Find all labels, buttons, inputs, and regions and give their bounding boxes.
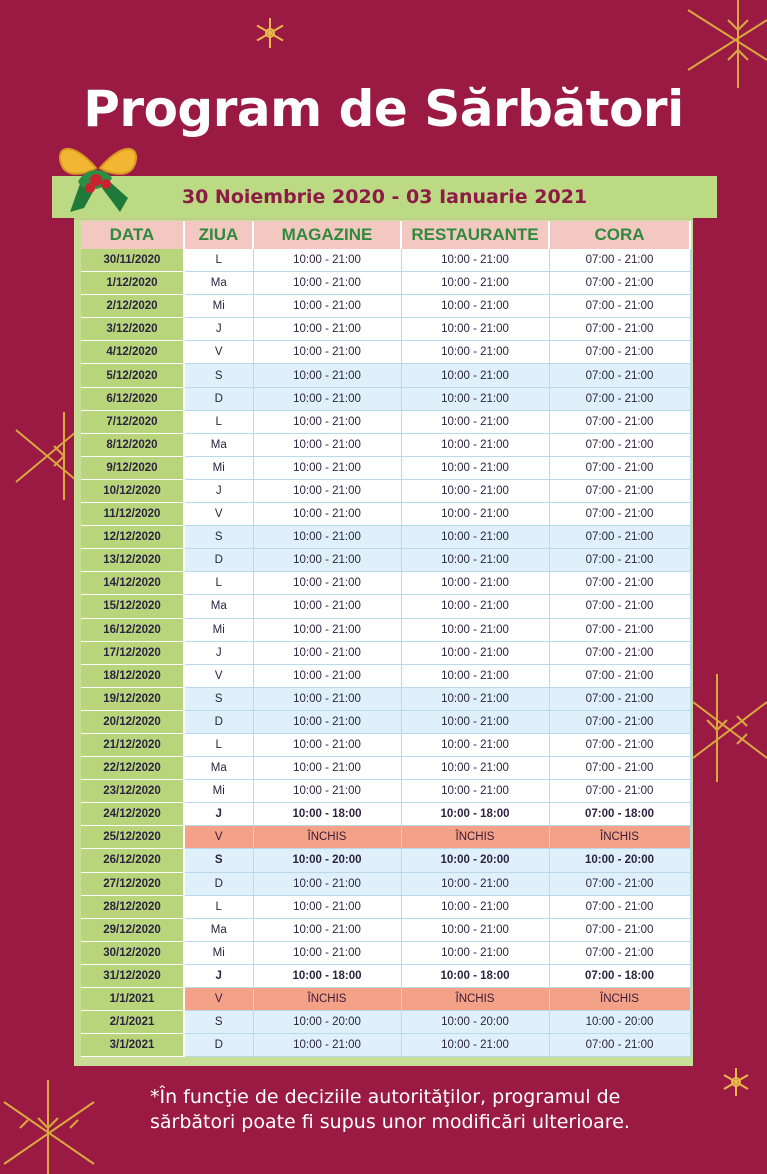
restaurante-hours-cell: 10:00 - 21:00: [401, 456, 549, 479]
header-data: DATA: [81, 221, 184, 249]
table-header-row: [81, 221, 690, 249]
magazine-hours-cell: 10:00 - 21:00: [253, 249, 401, 272]
table-row: [81, 410, 690, 433]
day-cell: L: [184, 572, 253, 595]
cora-hours-cell: 10:00 - 20:00: [549, 1011, 690, 1034]
day-cell: J: [184, 964, 253, 987]
date-cell: 21/12/2020: [81, 733, 184, 756]
magazine-hours-cell: 10:00 - 21:00: [253, 549, 401, 572]
magazine-hours-cell: 10:00 - 21:00: [253, 710, 401, 733]
restaurante-hours-cell: 10:00 - 21:00: [401, 918, 549, 941]
date-cell: 3/12/2020: [81, 318, 184, 341]
date-cell: 10/12/2020: [81, 479, 184, 502]
cora-hours-cell: 07:00 - 18:00: [549, 803, 690, 826]
day-cell: L: [184, 410, 253, 433]
day-cell: Mi: [184, 941, 253, 964]
restaurante-hours-cell: 10:00 - 21:00: [401, 341, 549, 364]
date-cell: 14/12/2020: [81, 572, 184, 595]
restaurante-hours-cell: 10:00 - 21:00: [401, 664, 549, 687]
day-cell: J: [184, 803, 253, 826]
table-row: [81, 641, 690, 664]
date-cell: 19/12/2020: [81, 687, 184, 710]
magazine-hours-cell: 10:00 - 21:00: [253, 595, 401, 618]
table-row: [81, 318, 690, 341]
snowflake-icon: [693, 672, 767, 784]
restaurante-hours-cell: ÎNCHIS: [401, 988, 549, 1011]
magazine-hours-cell: 10:00 - 18:00: [253, 964, 401, 987]
cora-hours-cell: 10:00 - 20:00: [549, 849, 690, 872]
date-cell: 28/12/2020: [81, 895, 184, 918]
restaurante-hours-cell: 10:00 - 21:00: [401, 249, 549, 272]
magazine-hours-cell: 10:00 - 21:00: [253, 295, 401, 318]
date-cell: 2/12/2020: [81, 295, 184, 318]
cora-hours-cell: 07:00 - 18:00: [549, 964, 690, 987]
restaurante-hours-cell: 10:00 - 21:00: [401, 387, 549, 410]
table-row: [81, 710, 690, 733]
restaurante-hours-cell: 10:00 - 21:00: [401, 410, 549, 433]
restaurante-hours-cell: 10:00 - 21:00: [401, 780, 549, 803]
header-restaurante: RESTAURANTE: [401, 221, 549, 249]
day-cell: Mi: [184, 780, 253, 803]
restaurante-hours-cell: 10:00 - 21:00: [401, 503, 549, 526]
cora-hours-cell: 07:00 - 21:00: [549, 872, 690, 895]
magazine-hours-cell: 10:00 - 21:00: [253, 456, 401, 479]
table-row: [81, 1011, 690, 1034]
day-cell: Ma: [184, 595, 253, 618]
table-row: [81, 433, 690, 456]
date-cell: 26/12/2020: [81, 849, 184, 872]
table-row: [81, 872, 690, 895]
snowflake-icon: [253, 16, 287, 50]
date-cell: 12/12/2020: [81, 526, 184, 549]
table-row: [81, 664, 690, 687]
day-cell: Ma: [184, 757, 253, 780]
table-row: [81, 941, 690, 964]
table-row: [81, 988, 690, 1011]
period-ribbon: [52, 176, 717, 218]
magazine-hours-cell: 10:00 - 21:00: [253, 618, 401, 641]
restaurante-hours-cell: 10:00 - 21:00: [401, 364, 549, 387]
magazine-hours-cell: 10:00 - 21:00: [253, 341, 401, 364]
cora-hours-cell: 07:00 - 21:00: [549, 503, 690, 526]
table-row: [81, 1034, 690, 1057]
date-cell: 27/12/2020: [81, 872, 184, 895]
restaurante-hours-cell: 10:00 - 21:00: [401, 1034, 549, 1057]
date-cell: 3/1/2021: [81, 1034, 184, 1057]
date-cell: 8/12/2020: [81, 433, 184, 456]
cora-hours-cell: 07:00 - 21:00: [549, 595, 690, 618]
magazine-hours-cell: 10:00 - 21:00: [253, 503, 401, 526]
cora-hours-cell: 07:00 - 21:00: [549, 918, 690, 941]
magazine-hours-cell: 10:00 - 20:00: [253, 1011, 401, 1034]
cora-hours-cell: 07:00 - 21:00: [549, 295, 690, 318]
date-cell: 7/12/2020: [81, 410, 184, 433]
schedule-table: [81, 221, 691, 1057]
magazine-hours-cell: 10:00 - 21:00: [253, 941, 401, 964]
restaurante-hours-cell: 10:00 - 21:00: [401, 687, 549, 710]
day-cell: V: [184, 341, 253, 364]
day-cell: V: [184, 826, 253, 849]
day-cell: J: [184, 479, 253, 502]
date-cell: 13/12/2020: [81, 549, 184, 572]
magazine-hours-cell: 10:00 - 21:00: [253, 387, 401, 410]
date-cell: 9/12/2020: [81, 456, 184, 479]
day-cell: D: [184, 710, 253, 733]
day-cell: Mi: [184, 618, 253, 641]
page-title: Program de Sărbători: [83, 80, 684, 138]
day-cell: Ma: [184, 433, 253, 456]
day-cell: S: [184, 1011, 253, 1034]
restaurante-hours-cell: 10:00 - 21:00: [401, 872, 549, 895]
table-row: [81, 479, 690, 502]
day-cell: V: [184, 503, 253, 526]
cora-hours-cell: 07:00 - 21:00: [549, 387, 690, 410]
cora-hours-cell: ÎNCHIS: [549, 988, 690, 1011]
table-row: [81, 595, 690, 618]
day-cell: L: [184, 249, 253, 272]
date-cell: 2/1/2021: [81, 1011, 184, 1034]
restaurante-hours-cell: 10:00 - 21:00: [401, 710, 549, 733]
table-row: [81, 687, 690, 710]
day-cell: V: [184, 664, 253, 687]
date-cell: 29/12/2020: [81, 918, 184, 941]
date-cell: 18/12/2020: [81, 664, 184, 687]
restaurante-hours-cell: 10:00 - 21:00: [401, 733, 549, 756]
table-row: [81, 780, 690, 803]
table-row: [81, 826, 690, 849]
date-cell: 23/12/2020: [81, 780, 184, 803]
cora-hours-cell: 07:00 - 21:00: [549, 272, 690, 295]
day-cell: S: [184, 526, 253, 549]
magazine-hours-cell: 10:00 - 21:00: [253, 572, 401, 595]
restaurante-hours-cell: 10:00 - 21:00: [401, 757, 549, 780]
magazine-hours-cell: 10:00 - 21:00: [253, 1034, 401, 1057]
day-cell: J: [184, 641, 253, 664]
cora-hours-cell: 07:00 - 21:00: [549, 780, 690, 803]
day-cell: Ma: [184, 272, 253, 295]
cora-hours-cell: 07:00 - 21:00: [549, 572, 690, 595]
table-row: [81, 295, 690, 318]
day-cell: S: [184, 364, 253, 387]
table-row: [81, 549, 690, 572]
header-cora: CORA: [549, 221, 690, 249]
restaurante-hours-cell: 10:00 - 21:00: [401, 549, 549, 572]
day-cell: D: [184, 1034, 253, 1057]
restaurante-hours-cell: 10:00 - 21:00: [401, 272, 549, 295]
day-cell: D: [184, 549, 253, 572]
cora-hours-cell: 07:00 - 21:00: [549, 364, 690, 387]
date-cell: 30/11/2020: [81, 249, 184, 272]
restaurante-hours-cell: ÎNCHIS: [401, 826, 549, 849]
snowflake-icon: [0, 1078, 98, 1174]
cora-hours-cell: 07:00 - 21:00: [549, 318, 690, 341]
day-cell: J: [184, 318, 253, 341]
snowflake-icon: [14, 410, 76, 502]
cora-hours-cell: ÎNCHIS: [549, 826, 690, 849]
day-cell: L: [184, 895, 253, 918]
cora-hours-cell: 07:00 - 21:00: [549, 341, 690, 364]
table-row: [81, 456, 690, 479]
date-cell: 22/12/2020: [81, 757, 184, 780]
cora-hours-cell: 07:00 - 21:00: [549, 410, 690, 433]
magazine-hours-cell: 10:00 - 21:00: [253, 895, 401, 918]
magazine-hours-cell: 10:00 - 21:00: [253, 433, 401, 456]
day-cell: S: [184, 849, 253, 872]
table-row: [81, 526, 690, 549]
cora-hours-cell: 07:00 - 21:00: [549, 249, 690, 272]
restaurante-hours-cell: 10:00 - 18:00: [401, 803, 549, 826]
table-row: [81, 618, 690, 641]
magazine-hours-cell: 10:00 - 21:00: [253, 318, 401, 341]
restaurante-hours-cell: 10:00 - 21:00: [401, 526, 549, 549]
cora-hours-cell: 07:00 - 21:00: [549, 641, 690, 664]
day-cell: Ma: [184, 918, 253, 941]
restaurante-hours-cell: 10:00 - 21:00: [401, 941, 549, 964]
header-ziua: ZIUA: [184, 221, 253, 249]
magazine-hours-cell: 10:00 - 20:00: [253, 849, 401, 872]
magazine-hours-cell: ÎNCHIS: [253, 988, 401, 1011]
date-cell: 1/12/2020: [81, 272, 184, 295]
magazine-hours-cell: 10:00 - 21:00: [253, 364, 401, 387]
table-row: [81, 733, 690, 756]
restaurante-hours-cell: 10:00 - 21:00: [401, 318, 549, 341]
restaurante-hours-cell: 10:00 - 21:00: [401, 479, 549, 502]
magazine-hours-cell: 10:00 - 21:00: [253, 641, 401, 664]
table-row: [81, 341, 690, 364]
magazine-hours-cell: 10:00 - 21:00: [253, 733, 401, 756]
day-cell: D: [184, 872, 253, 895]
cora-hours-cell: 07:00 - 21:00: [549, 618, 690, 641]
cora-hours-cell: 07:00 - 21:00: [549, 664, 690, 687]
cora-hours-cell: 07:00 - 21:00: [549, 733, 690, 756]
table-row: [81, 272, 690, 295]
footnote-line: *În funcţie de deciziile autorităţilor, programul de: [150, 1086, 621, 1108]
restaurante-hours-cell: 10:00 - 20:00: [401, 849, 549, 872]
table-row: [81, 503, 690, 526]
magazine-hours-cell: 10:00 - 21:00: [253, 872, 401, 895]
gift-bow-icon: [50, 128, 146, 216]
date-cell: 4/12/2020: [81, 341, 184, 364]
restaurante-hours-cell: 10:00 - 21:00: [401, 295, 549, 318]
restaurante-hours-cell: 10:00 - 21:00: [401, 595, 549, 618]
magazine-hours-cell: 10:00 - 21:00: [253, 780, 401, 803]
date-cell: 6/12/2020: [81, 387, 184, 410]
date-cell: 30/12/2020: [81, 941, 184, 964]
table-row: [81, 387, 690, 410]
restaurante-hours-cell: 10:00 - 21:00: [401, 618, 549, 641]
cora-hours-cell: 07:00 - 21:00: [549, 433, 690, 456]
magazine-hours-cell: 10:00 - 21:00: [253, 757, 401, 780]
cora-hours-cell: 07:00 - 21:00: [549, 757, 690, 780]
day-cell: L: [184, 733, 253, 756]
date-cell: 20/12/2020: [81, 710, 184, 733]
restaurante-hours-cell: 10:00 - 18:00: [401, 964, 549, 987]
magazine-hours-cell: 10:00 - 21:00: [253, 526, 401, 549]
cora-hours-cell: 07:00 - 21:00: [549, 1034, 690, 1057]
table-row: [81, 757, 690, 780]
footnote-line: sărbători poate fi supus unor modificări ulterioare.: [150, 1111, 630, 1133]
snowflake-icon: [668, 0, 767, 90]
magazine-hours-cell: 10:00 - 21:00: [253, 687, 401, 710]
magazine-hours-cell: 10:00 - 21:00: [253, 918, 401, 941]
date-cell: 11/12/2020: [81, 503, 184, 526]
footnote: [150, 1085, 670, 1135]
day-cell: D: [184, 387, 253, 410]
table-row: [81, 895, 690, 918]
date-cell: 5/12/2020: [81, 364, 184, 387]
day-cell: V: [184, 988, 253, 1011]
date-cell: 31/12/2020: [81, 964, 184, 987]
cora-hours-cell: 07:00 - 21:00: [549, 526, 690, 549]
date-cell: 17/12/2020: [81, 641, 184, 664]
table-row: [81, 849, 690, 872]
header-magazine: MAGAZINE: [253, 221, 401, 249]
cora-hours-cell: 07:00 - 21:00: [549, 710, 690, 733]
table-row: [81, 572, 690, 595]
day-cell: Mi: [184, 295, 253, 318]
magazine-hours-cell: 10:00 - 21:00: [253, 410, 401, 433]
table-row: [81, 964, 690, 987]
table-row: [81, 249, 690, 272]
date-cell: 16/12/2020: [81, 618, 184, 641]
magazine-hours-cell: ÎNCHIS: [253, 826, 401, 849]
table-row: [81, 918, 690, 941]
restaurante-hours-cell: 10:00 - 21:00: [401, 572, 549, 595]
day-cell: S: [184, 687, 253, 710]
magazine-hours-cell: 10:00 - 21:00: [253, 479, 401, 502]
restaurante-hours-cell: 10:00 - 20:00: [401, 1011, 549, 1034]
cora-hours-cell: 07:00 - 21:00: [549, 479, 690, 502]
table-row: [81, 803, 690, 826]
cora-hours-cell: 07:00 - 21:00: [549, 456, 690, 479]
day-cell: Mi: [184, 456, 253, 479]
table-row: [81, 364, 690, 387]
magazine-hours-cell: 10:00 - 18:00: [253, 803, 401, 826]
magazine-hours-cell: 10:00 - 21:00: [253, 664, 401, 687]
restaurante-hours-cell: 10:00 - 21:00: [401, 895, 549, 918]
cora-hours-cell: 07:00 - 21:00: [549, 941, 690, 964]
cora-hours-cell: 07:00 - 21:00: [549, 549, 690, 572]
snowflake-icon: [720, 1066, 752, 1098]
date-cell: 1/1/2021: [81, 988, 184, 1011]
period-label: 30 Noiembrie 2020 - 03 Ianuarie 2021: [181, 186, 588, 208]
magazine-hours-cell: 10:00 - 21:00: [253, 272, 401, 295]
restaurante-hours-cell: 10:00 - 21:00: [401, 433, 549, 456]
date-cell: 25/12/2020: [81, 826, 184, 849]
cora-hours-cell: 07:00 - 21:00: [549, 895, 690, 918]
date-cell: 24/12/2020: [81, 803, 184, 826]
cora-hours-cell: 07:00 - 21:00: [549, 687, 690, 710]
restaurante-hours-cell: 10:00 - 21:00: [401, 641, 549, 664]
date-cell: 15/12/2020: [81, 595, 184, 618]
